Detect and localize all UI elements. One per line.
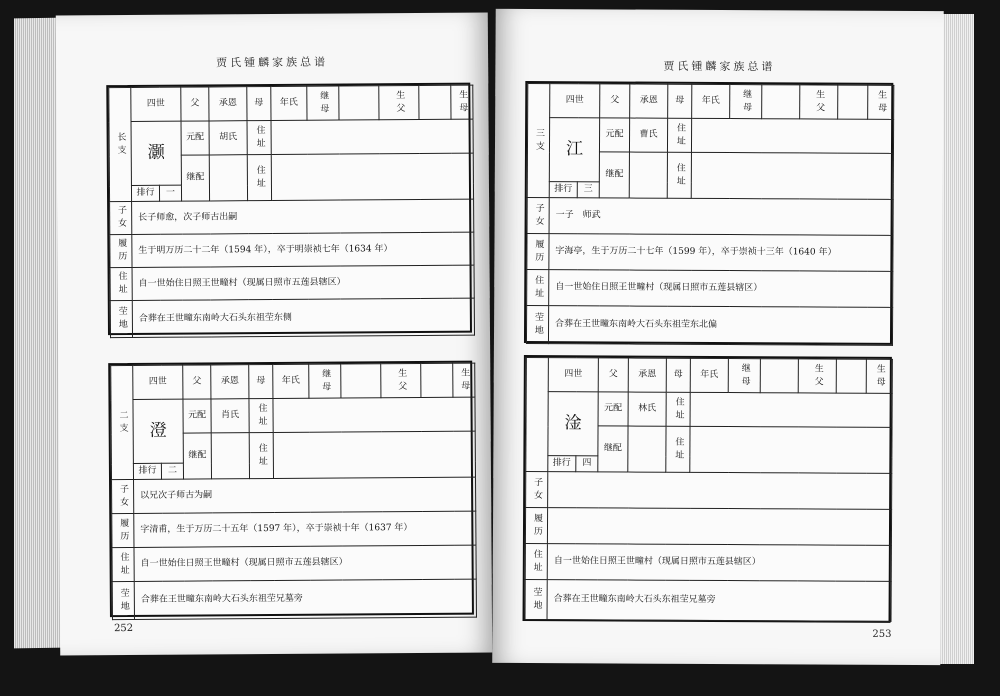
rank-value: 四 <box>576 456 598 472</box>
home-text: 自一世始住日照王世疃村（现属日照市五莲县辖区） <box>549 270 893 308</box>
home-label: 住址 <box>525 543 547 579</box>
birth-mother-label: 生母 <box>868 85 894 119</box>
rank-value: 一 <box>159 185 181 201</box>
children-label: 子女 <box>110 201 132 234</box>
career-label: 履历 <box>112 513 134 547</box>
father-label: 父 <box>181 87 209 121</box>
grave-label: 茔地 <box>112 581 134 619</box>
grave-label: 茔地 <box>526 305 548 343</box>
children-text: 长子师愈，次子师古出嗣 <box>132 199 474 234</box>
stepmother-label: 继母 <box>307 86 339 120</box>
grave-text: 合葬在王世疃东南岭大石头东祖茔兄墓旁 <box>547 580 891 622</box>
person-name: 灏 <box>131 121 181 185</box>
first-wife-label: 元配 <box>599 118 629 152</box>
birth-father-label: 生父 <box>381 363 421 397</box>
grave-label: 茔地 <box>110 300 132 337</box>
residence-label: 住址 <box>247 155 271 201</box>
mother-label: 母 <box>666 358 690 392</box>
birth-mother-label: 生母 <box>451 85 473 119</box>
children-label: 子女 <box>527 197 549 233</box>
career-text: 生于明万历二十二年（1594 年），卒于明崇祯七年（1634 年） <box>132 232 474 267</box>
person-name: 淦 <box>548 392 598 456</box>
second-wife-label: 继配 <box>599 152 629 198</box>
residence-label: 住址 <box>247 121 271 155</box>
father-label: 父 <box>183 365 211 399</box>
first-wife-label: 元配 <box>183 399 211 433</box>
home-label: 住址 <box>110 267 132 300</box>
home-text: 自一世始住日照王世疃村（现属日照市五莲县辖区） <box>134 545 476 581</box>
mother-label: 母 <box>247 87 271 121</box>
birth-mother-label: 生母 <box>453 363 475 397</box>
children-label: 子女 <box>112 479 134 513</box>
career-text: 字清甫，生于万历二十五年（1597 年），卒于崇祯十年（1637 年） <box>134 511 476 547</box>
branch-label <box>526 357 549 471</box>
branch-label: 二支 <box>111 365 134 479</box>
mother-surname: 年氏 <box>273 364 309 398</box>
home-text: 自一世始住日照王世疃村（现属日照市五莲县辖区） <box>132 265 474 300</box>
mother-label: 母 <box>249 365 273 399</box>
second-wife-label: 继配 <box>181 155 209 201</box>
career-label: 履历 <box>110 234 132 267</box>
home-text: 自一世始住日照王世疃村（现属日照市五莲县辖区） <box>547 544 891 582</box>
first-wife-name: 曹氏 <box>629 118 667 152</box>
genealogy-record <box>108 361 474 618</box>
grave-label: 茔地 <box>525 579 547 619</box>
career-label: 履历 <box>525 507 547 543</box>
residence-label: 住址 <box>666 426 690 472</box>
person-name: 江 <box>549 118 599 182</box>
home-label: 住址 <box>112 547 134 581</box>
residence-label: 住址 <box>667 118 691 152</box>
rank-label: 排行 <box>549 182 577 198</box>
page-stack-right <box>938 14 974 664</box>
first-wife-name: 肖氏 <box>211 399 249 433</box>
father-name: 承恩 <box>211 365 249 399</box>
father-name: 承恩 <box>209 87 247 121</box>
father-label: 父 <box>600 84 630 118</box>
residence-label: 住址 <box>249 399 273 433</box>
stepmother-label: 继母 <box>309 364 341 398</box>
rank-label: 排行 <box>548 456 576 472</box>
grave-text: 合葬在王世疃东南岭大石头东祖茔兄墓旁 <box>134 579 476 619</box>
residence-label: 住址 <box>666 392 690 426</box>
mother-surname: 年氏 <box>271 86 307 120</box>
first-wife-name: 林氏 <box>628 392 666 426</box>
residence-label: 住址 <box>249 433 273 479</box>
right-page <box>492 9 943 665</box>
children-text <box>548 472 892 510</box>
page-number: 252 <box>114 622 134 635</box>
father-name: 承恩 <box>628 358 666 392</box>
first-wife-label: 元配 <box>598 392 628 426</box>
birth-father-label: 生父 <box>379 85 419 119</box>
birth-mother-label: 生母 <box>866 359 892 393</box>
children-label: 子女 <box>526 471 548 507</box>
grave-text: 合葬在王世疃东南岭大石头东祖茔东北偏 <box>548 306 892 346</box>
left-page <box>56 12 492 655</box>
branch-label: 长支 <box>109 87 132 201</box>
home-label: 住址 <box>527 269 549 305</box>
birth-father-label: 生父 <box>800 85 838 119</box>
generation: 四世 <box>550 84 600 118</box>
children-text: 一子 师武 <box>549 198 893 236</box>
page-number: 253 <box>872 628 892 640</box>
residence-label: 住址 <box>667 152 691 198</box>
second-wife-label: 继配 <box>183 433 211 479</box>
father-name: 承恩 <box>630 84 668 118</box>
rank-value: 二 <box>161 463 183 479</box>
branch-label: 三支 <box>527 84 550 198</box>
person-name: 澄 <box>133 399 183 463</box>
page-header: 贾氏锺麟家族总谱 <box>216 55 329 70</box>
career-text: 字海亭，生于万历二十七年（1599 年），卒于崇祯十三年（1640 年） <box>549 234 893 272</box>
rank-label: 排行 <box>131 185 159 201</box>
second-wife-label: 继配 <box>598 426 628 472</box>
first-wife-label: 元配 <box>181 121 209 155</box>
career-label: 履历 <box>527 233 549 269</box>
mother-label: 母 <box>668 84 692 118</box>
birth-father-label: 生父 <box>798 359 836 393</box>
rank-value: 三 <box>577 182 599 198</box>
first-wife-name: 胡氏 <box>209 121 247 155</box>
father-label: 父 <box>598 358 628 392</box>
genealogy-record <box>524 81 893 345</box>
genealogy-record <box>106 83 472 336</box>
generation: 四世 <box>548 358 598 392</box>
stepmother-label: 继母 <box>728 359 760 393</box>
children-text: 以兄次子师古为嗣 <box>134 477 476 513</box>
generation: 四世 <box>131 87 181 121</box>
genealogy-record <box>523 355 892 623</box>
rank-label: 排行 <box>133 463 161 479</box>
mother-surname: 年氏 <box>690 358 728 392</box>
stepmother-label: 继母 <box>730 85 762 119</box>
page-header: 贾氏锺麟家族总谱 <box>663 59 776 74</box>
career-text <box>547 508 891 546</box>
generation: 四世 <box>133 365 183 399</box>
grave-text: 合葬在王世疃东南岭大石头东祖茔东侧 <box>132 298 474 337</box>
mother-surname: 年氏 <box>692 84 730 118</box>
